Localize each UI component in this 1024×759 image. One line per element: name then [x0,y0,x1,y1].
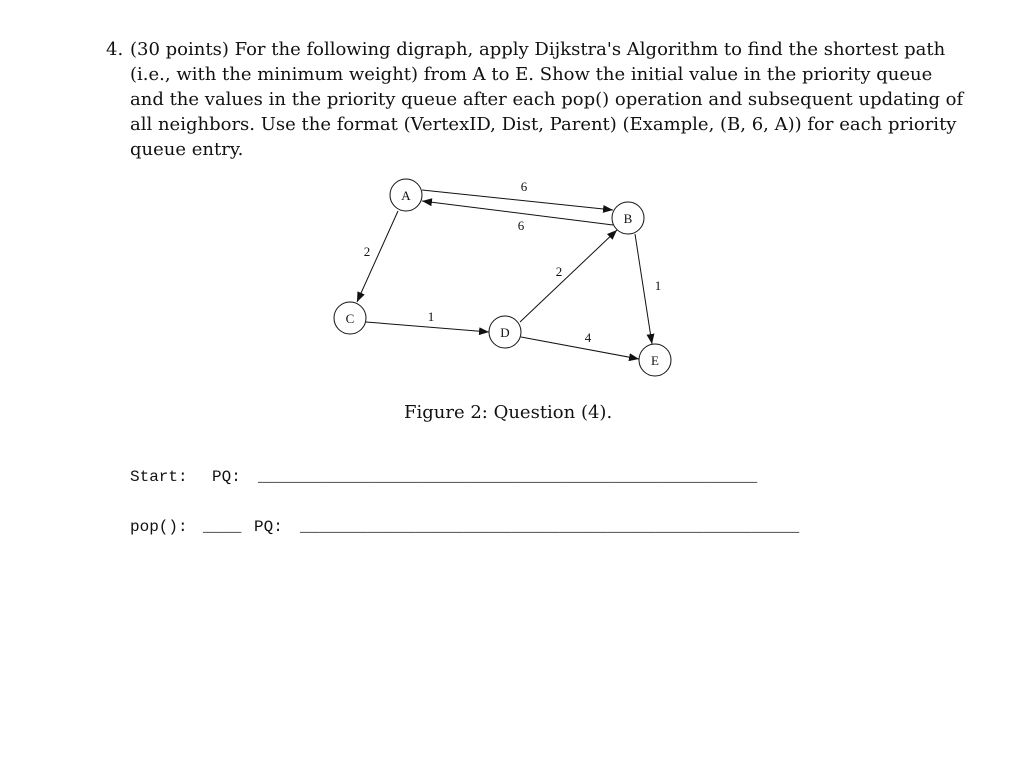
pop-vertex-blank[interactable]: ____ [203,518,242,536]
node-label-d: D [500,325,510,340]
edge-weight: 2 [363,244,371,259]
edge-a-b [422,190,613,210]
question-text-line: and the values in the priority queue after each pop() operation and subsequent updating of [130,89,964,110]
pq-label: PQ: [212,468,241,486]
question-text-line: (30 points) For the following digraph, apply Dijkstra's Algorithm to find the shortest path [130,39,946,60]
question-text-line: queue entry. [130,139,244,160]
question-number: 4. [106,39,124,60]
node-label-c: C [345,311,355,326]
node-label-e: E [651,353,659,368]
question-text-line: all neighbors. Use the format (VertexID, Dist, Parent) (Example, (B, 6, A)) for each priority [130,114,957,135]
pop-label: pop(): [130,518,188,536]
edge-weight: 1 [427,309,435,324]
figure-caption: Figure 2: Question (4). [404,402,613,423]
edge-weight: 4 [584,330,592,345]
start-pq-blank[interactable]: ____________________________________________________ [258,468,758,486]
node-label-a: A [401,188,411,203]
edge-b-e [635,234,652,344]
pop-pq-blank[interactable]: ____________________________________________________ [300,518,800,536]
question-text-line: (i.e., with the minimum weight) from A to E. Show the initial value in the priority queue [130,64,933,85]
edge-weight: 2 [555,264,563,279]
edge-d-e [521,337,639,359]
edge-weight: 6 [520,179,528,194]
node-label-b: B [623,211,633,226]
edge-weight: 6 [517,218,525,233]
start-label: Start: [130,468,188,486]
edge-d-b [520,230,617,322]
edge-weight: 1 [654,278,662,293]
pop-pq-label: PQ: [254,518,283,536]
